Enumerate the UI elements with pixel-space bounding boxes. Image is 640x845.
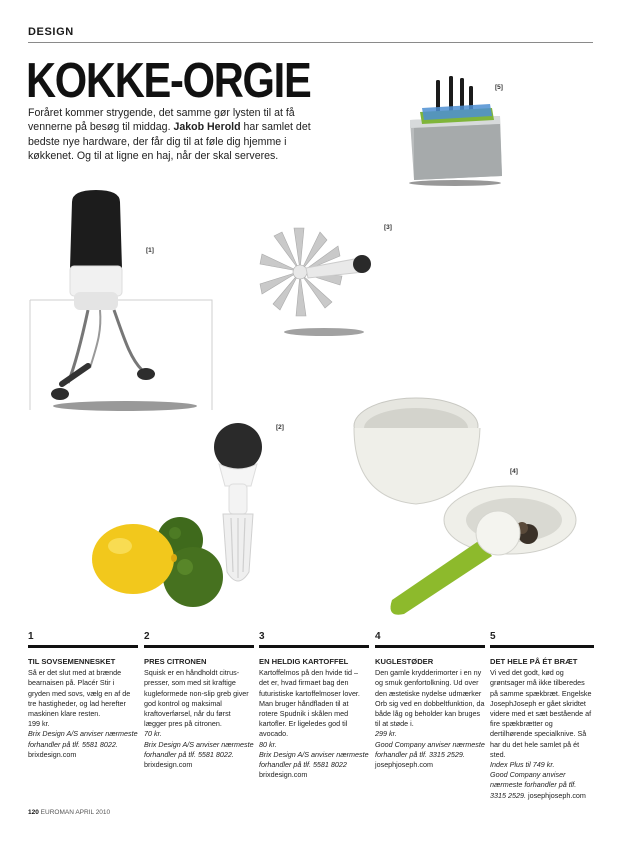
mortar-pestle-image [352,388,582,618]
column-price: 299 kr. [375,729,397,739]
product-column-2 [144,632,254,770]
intro-text [28,106,328,163]
column-rule [259,645,369,648]
intro-author: Jakob Herold [173,121,241,134]
ref-1: [1] [146,247,154,254]
stir-machine-image [30,188,215,413]
product-column-4 [375,632,485,770]
ref-5: [5] [495,84,503,91]
ref-2: [2] [276,424,284,431]
column-number: 2 [144,631,150,642]
product-column-1 [28,632,138,760]
column-body: Den gamle krydderimorter i en ny og smuk genfortolkning. Ud over den æstetiske nydelse udmærker Orb sig ved en dobbeltfunktion, da både låg og beholder kan bruges til at støde i. [375,668,485,729]
column-title: PRES CITRONEN [144,657,207,666]
column-rule [375,645,485,648]
intro-part1: Foråret kommer strygende, det samme gør lysten til at få vennerne på besøg til middag. [28,107,295,134]
column-web: brixdesign.com [144,760,193,770]
column-number: 1 [28,631,34,642]
chopping-board-set-image [400,72,510,192]
column-price: 70 kr. [144,729,162,739]
column-price: 199 kr. [28,719,50,729]
masher-image [262,222,377,340]
column-number: 5 [490,631,496,642]
ref-3: [3] [384,224,392,231]
column-dealer: Brix Design A/S anviser nærmeste forhandler på tlf. 5581 8022 [259,749,369,770]
product-column-5 [490,632,594,801]
magazine-issue: EUROMAN APRIL 2010 [40,809,111,816]
column-dealer: Good Company anviser nærmeste forhandler på tlf. 3315 2529. [375,739,485,759]
page-number: 120 [28,809,39,816]
intro-part2: har samlet det bedste nye hardware, der får dig til at føle dig hjemme i køkkenet. Og til at ligne en haj, når der skal serveres. [28,121,311,162]
column-web: josephjoseph.com [375,760,433,770]
top-rule [28,42,593,43]
column-rule [490,645,594,648]
column-title: KUGLESTØDER [375,657,434,666]
column-price: Index Plus til 749 kr. [490,760,555,770]
column-title: EN HELDIG KARTOFFEL [259,657,349,666]
section-label: DESIGN [28,26,74,38]
page-footer [28,809,110,816]
column-body: Kartoffelmos på den hvide tid – det er, hvad firmaet bag den futuristiske kartoffelmoser lover. Man bruger håndfladen til at rotere Spudnik i skålen med kartofler. Er ligeledes god til avocado. [259,668,360,739]
column-dealer: Brix Design A/S anviser nærmeste forhandler på tlf. 5581 8022. [28,729,138,749]
column-dealer: Good Company anviser nærmeste forhandler på tlf. 3315 2529. [490,770,577,800]
column-rule [144,645,254,648]
column-rule [28,645,138,648]
column-web: josephjoseph.com [527,790,586,800]
column-title: DET HELE PÅ ÉT BRÆT [490,657,578,666]
column-web: brixdesign.com [28,749,77,759]
page-title: KOKKE-ORGIE [26,54,311,108]
column-body: Så er det slut med at brænde bearnaisen på. Placér Stir i gryden med sovs, vælg en af de tre hastigheder, og lad herefter maskinen klare resten. [28,668,131,719]
column-title: TIL SOVSEMENNESKET [28,657,116,666]
column-web: brixdesign.com [259,770,308,780]
product-column-3 [259,632,369,780]
column-dealer: Brix Design A/S anviser nærmeste forhandler på tlf. 5581 8022. [144,739,254,759]
column-price: 80 kr. [259,739,277,749]
column-number: 4 [375,631,381,642]
column-number: 3 [259,631,265,642]
ref-4: [4] [510,468,518,475]
lemon-image [88,520,178,598]
column-body: Squisk er en håndholdt citrus-presser, som med sit kraftige kugleformede non-slip greb giver god kontrol og maksimal kraftoverførsel, når du først lægger pres på citronen. [144,668,249,729]
column-body: Vi ved det godt, kød og grøntsager må ikke tilberedes på samme spækbræt. Engelske JosephJoseph er gået skridtet videre med et sæt bestående af fire spækbrætter og dertilhørende specialknive. Så har du det hele samlet på ét sted. [490,668,592,759]
